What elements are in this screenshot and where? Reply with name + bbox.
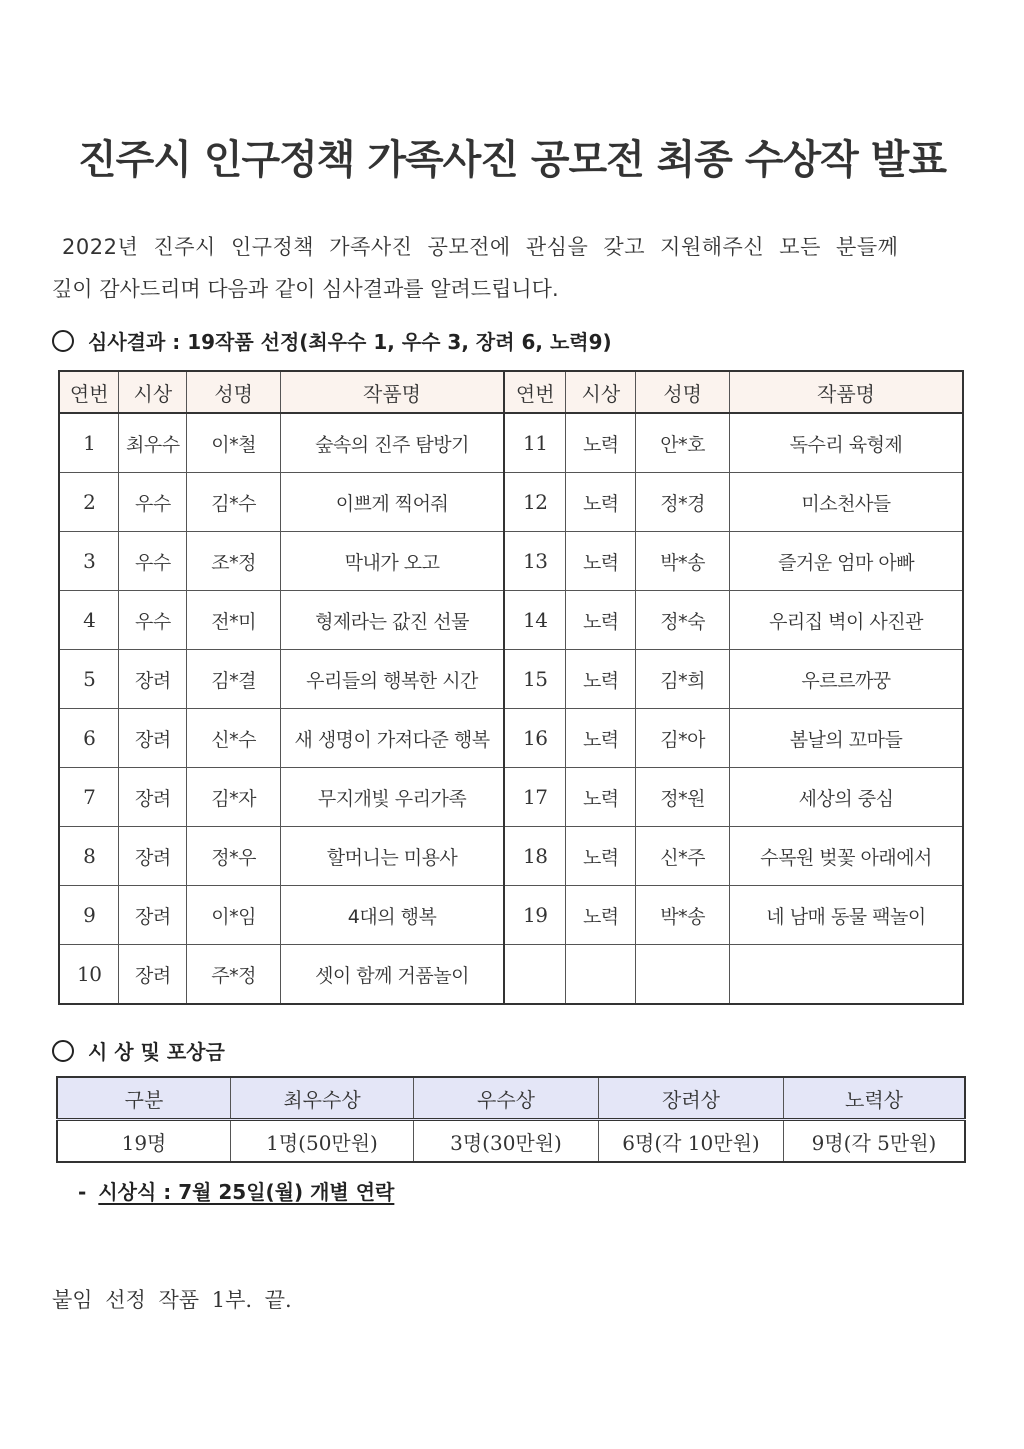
cell-award: 노력 (566, 768, 636, 827)
cell-name: 정*우 (187, 827, 281, 886)
table-row (59, 827, 963, 886)
prize-header-cell: 우수상 (414, 1077, 599, 1120)
cell-work: 우르르까꿍 (730, 650, 963, 709)
prize-header-cell: 구분 (57, 1077, 231, 1120)
cell-work: 우리들의 행복한 시간 (281, 650, 504, 709)
prize-value-cell: 6명(각 10만원) (599, 1120, 784, 1163)
circle-bullet-icon (52, 1040, 74, 1062)
cell-name: 정*경 (636, 473, 730, 532)
cell-no: 18 (504, 827, 566, 886)
cell-work: 무지개빛 우리가족 (281, 768, 504, 827)
cell-no: 17 (504, 768, 566, 827)
cell-name: 안*호 (636, 413, 730, 473)
cell-award: 노력 (566, 827, 636, 886)
cell-award: 장려 (119, 945, 187, 1005)
cell-no: 9 (59, 886, 119, 945)
cell-no: 13 (504, 532, 566, 591)
cell-award: 노력 (566, 709, 636, 768)
cell-name (636, 945, 730, 1005)
cell-no: 3 (59, 532, 119, 591)
cell-award: 우수 (119, 473, 187, 532)
cell-no: 4 (59, 591, 119, 650)
table-row (59, 591, 963, 650)
table-row (59, 945, 963, 1005)
cell-work: 수목원 벚꽃 아래에서 (730, 827, 963, 886)
prize-header-cell: 장려상 (599, 1077, 784, 1120)
cell-award: 장려 (119, 768, 187, 827)
cell-no: 12 (504, 473, 566, 532)
intro-paragraph (52, 226, 952, 310)
header-award: 시상 (566, 371, 636, 413)
cell-no: 1 (59, 413, 119, 473)
cell-award: 장려 (119, 886, 187, 945)
cell-no: 10 (59, 945, 119, 1005)
section-prize-heading (52, 1036, 225, 1065)
cell-award: 노력 (566, 413, 636, 473)
cell-award: 장려 (119, 827, 187, 886)
cell-name: 주*정 (187, 945, 281, 1005)
cell-name: 이*철 (187, 413, 281, 473)
header-award: 시상 (119, 371, 187, 413)
cell-award (566, 945, 636, 1005)
cell-work: 할머니는 미용사 (281, 827, 504, 886)
cell-name: 신*주 (636, 827, 730, 886)
cell-no: 19 (504, 886, 566, 945)
cell-award: 최우수 (119, 413, 187, 473)
header-name: 성명 (636, 371, 730, 413)
ceremony-dash: - (78, 1180, 87, 1204)
cell-name: 신*수 (187, 709, 281, 768)
table-row (59, 768, 963, 827)
cell-award: 장려 (119, 650, 187, 709)
cell-work: 네 남매 동물 팩놀이 (730, 886, 963, 945)
cell-work: 이쁘게 찍어줘 (281, 473, 504, 532)
circle-bullet-icon (52, 330, 74, 352)
table-row (59, 886, 963, 945)
cell-no: 5 (59, 650, 119, 709)
cell-name: 정*숙 (636, 591, 730, 650)
cell-work: 봄날의 꼬마들 (730, 709, 963, 768)
cell-name: 김*수 (187, 473, 281, 532)
cell-name: 김*희 (636, 650, 730, 709)
cell-name: 정*원 (636, 768, 730, 827)
cell-name: 김*아 (636, 709, 730, 768)
prize-header-cell: 최우수상 (231, 1077, 414, 1120)
cell-award: 장려 (119, 709, 187, 768)
cell-name: 조*정 (187, 532, 281, 591)
cell-no: 7 (59, 768, 119, 827)
attachment-note: 붙임 선정 작품 1부. 끝. (52, 1288, 292, 1312)
results-header-row (59, 371, 963, 413)
prize-value-row (57, 1120, 965, 1163)
cell-no: 16 (504, 709, 566, 768)
cell-name: 김*자 (187, 768, 281, 827)
cell-no: 6 (59, 709, 119, 768)
cell-work: 숲속의 진주 탐방기 (281, 413, 504, 473)
section-prize-label: 시 상 및 포상금 (88, 1040, 225, 1064)
section-results-label: 심사결과 : 19작품 선정(최우수 1, 우수 3, 장려 6, 노력9) (88, 330, 612, 354)
prize-table (56, 1076, 966, 1163)
cell-no: 2 (59, 473, 119, 532)
intro-line-2: 깊이 감사드리며 다음과 같이 심사결과를 알려드립니다. (52, 277, 559, 301)
cell-award: 노력 (566, 886, 636, 945)
cell-award: 우수 (119, 591, 187, 650)
cell-no: 15 (504, 650, 566, 709)
cell-work: 미소천사들 (730, 473, 963, 532)
cell-award: 노력 (566, 650, 636, 709)
cell-name: 김*결 (187, 650, 281, 709)
intro-line-1: 2022년 진주시 인구정책 가족사진 공모전에 관심을 갖고 지원해주신 모든 분들께 (62, 235, 899, 259)
cell-no: 14 (504, 591, 566, 650)
table-row (59, 413, 963, 473)
header-work: 작품명 (281, 371, 504, 413)
section-results-heading (52, 326, 612, 355)
table-row (59, 650, 963, 709)
header-work: 작품명 (730, 371, 963, 413)
table-row (59, 473, 963, 532)
cell-award: 노력 (566, 532, 636, 591)
header-name: 성명 (187, 371, 281, 413)
cell-work: 새 생명이 가져다준 행복 (281, 709, 504, 768)
ceremony-text: 시상식 : 7월 25일(월) 개별 연락 (98, 1180, 395, 1204)
prize-header-cell: 노력상 (784, 1077, 966, 1120)
prize-value-cell: 1명(50만원) (231, 1120, 414, 1163)
cell-name: 박*송 (636, 532, 730, 591)
cell-work: 셋이 함께 거품놀이 (281, 945, 504, 1005)
cell-work: 막내가 오고 (281, 532, 504, 591)
cell-work: 4대의 행복 (281, 886, 504, 945)
page-title: 진주시 인구정책 가족사진 공모전 최종 수상작 발표 (78, 137, 946, 183)
cell-work (730, 945, 963, 1005)
cell-name: 박*송 (636, 886, 730, 945)
table-row (59, 709, 963, 768)
header-no: 연번 (504, 371, 566, 413)
cell-award: 노력 (566, 591, 636, 650)
cell-name: 이*임 (187, 886, 281, 945)
prize-value-cell: 19명 (57, 1120, 231, 1163)
prize-header-row (57, 1077, 965, 1120)
ceremony-note (78, 1176, 394, 1205)
cell-no: 8 (59, 827, 119, 886)
cell-award: 우수 (119, 532, 187, 591)
header-no: 연번 (59, 371, 119, 413)
prize-value-cell: 3명(30만원) (414, 1120, 599, 1163)
cell-work: 독수리 육형제 (730, 413, 963, 473)
results-table (58, 370, 964, 1005)
table-row (59, 532, 963, 591)
cell-work: 즐거운 엄마 아빠 (730, 532, 963, 591)
cell-no (504, 945, 566, 1005)
cell-work: 우리집 벽이 사진관 (730, 591, 963, 650)
cell-award: 노력 (566, 473, 636, 532)
results-body (59, 413, 963, 1004)
cell-work: 형제라는 값진 선물 (281, 591, 504, 650)
cell-name: 전*미 (187, 591, 281, 650)
prize-value-cell: 9명(각 5만원) (784, 1120, 966, 1163)
cell-work: 세상의 중심 (730, 768, 963, 827)
cell-no: 11 (504, 413, 566, 473)
